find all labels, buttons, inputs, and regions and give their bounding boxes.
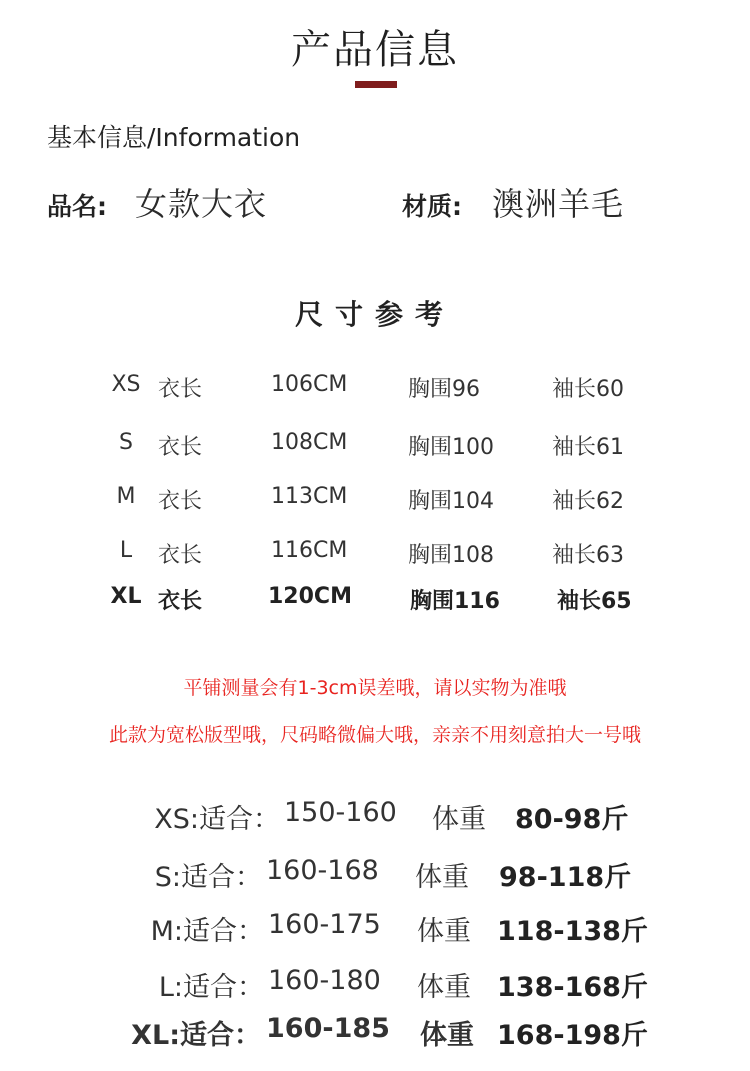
size-code: XS	[111, 372, 141, 397]
weight-label: 体重	[417, 972, 471, 1003]
weight-label: 体重	[417, 916, 471, 947]
measurement-note: 平铺测量会有1-3cm误差哦，请以实物为准哦	[183, 677, 567, 699]
size-row-xs	[0, 372, 750, 408]
size-code: L	[119, 538, 133, 563]
length-label: 衣长	[158, 489, 203, 514]
fit-height-range: 150-160	[284, 797, 397, 828]
size-row-xl	[0, 584, 750, 620]
fit-row-xl	[0, 1013, 750, 1053]
sleeve-value: 袖长65	[557, 589, 632, 614]
length-value: 106CM	[271, 372, 348, 397]
size-row-l	[0, 538, 750, 574]
chest-value: 胸围96	[408, 377, 480, 402]
length-value: 120CM	[268, 584, 352, 609]
chest-value: 胸围100	[408, 435, 494, 460]
size-row-s	[0, 430, 750, 466]
fit-height-range: 160-168	[266, 855, 379, 886]
length-value: 113CM	[271, 484, 348, 509]
size-code: S	[119, 430, 133, 455]
weight-label: 体重	[415, 862, 469, 893]
info-heading: 基本信息/Information	[47, 123, 301, 152]
fit-size-label: M:适合：	[150, 916, 264, 947]
sleeve-value: 袖长61	[552, 435, 624, 460]
length-value: 116CM	[271, 538, 348, 563]
product-name-value: 女款大衣	[135, 185, 268, 223]
fit-row-xs	[0, 797, 750, 837]
fit-height-range: 160-180	[268, 965, 381, 996]
weight-range: 98-118斤	[499, 862, 632, 893]
fit-size-label: S:适合：	[154, 862, 262, 893]
length-label: 衣长	[158, 435, 203, 460]
weight-range: 138-168斤	[497, 972, 648, 1003]
weight-range: 168-198斤	[497, 1020, 648, 1051]
length-label: 衣长	[158, 377, 203, 402]
material-label: 材质:	[402, 192, 462, 221]
chest-value: 胸围104	[408, 489, 494, 514]
weight-label: 体重	[420, 1020, 474, 1051]
length-label: 衣长	[158, 589, 203, 614]
chest-value: 胸围108	[408, 543, 494, 568]
sleeve-value: 袖长63	[552, 543, 624, 568]
sleeve-value: 袖长62	[552, 489, 624, 514]
size-chart-title: 尺寸参考	[294, 298, 455, 331]
size-code: M	[116, 484, 136, 509]
length-value: 108CM	[271, 430, 348, 455]
fit-height-range: 160-175	[268, 909, 381, 940]
fit-row-s	[0, 855, 750, 895]
weight-range: 118-138斤	[497, 916, 648, 947]
weight-label: 体重	[432, 804, 486, 835]
material-value: 澳洲羊毛	[492, 185, 625, 223]
fit-note: 此款为宽松版型哦，尺码略微偏大哦，亲亲不用刻意拍大一号哦	[108, 724, 641, 746]
title-underline	[355, 81, 397, 88]
fit-height-range: 160-185	[266, 1013, 390, 1044]
chest-value: 胸围116	[410, 589, 500, 614]
fit-row-l	[0, 965, 750, 1005]
size-code: XL	[110, 584, 142, 609]
fit-row-m	[0, 909, 750, 949]
product-name-label: 品名:	[47, 192, 107, 221]
size-row-m	[0, 484, 750, 520]
fit-size-label: L:适合：	[158, 972, 264, 1003]
sleeve-value: 袖长60	[552, 377, 624, 402]
length-label: 衣长	[158, 543, 203, 568]
fit-size-label: XS:适合：	[154, 804, 280, 835]
fit-size-label: XL:适合：	[131, 1020, 261, 1051]
weight-range: 80-98斤	[515, 804, 629, 835]
page-title: 产品信息	[291, 27, 459, 73]
